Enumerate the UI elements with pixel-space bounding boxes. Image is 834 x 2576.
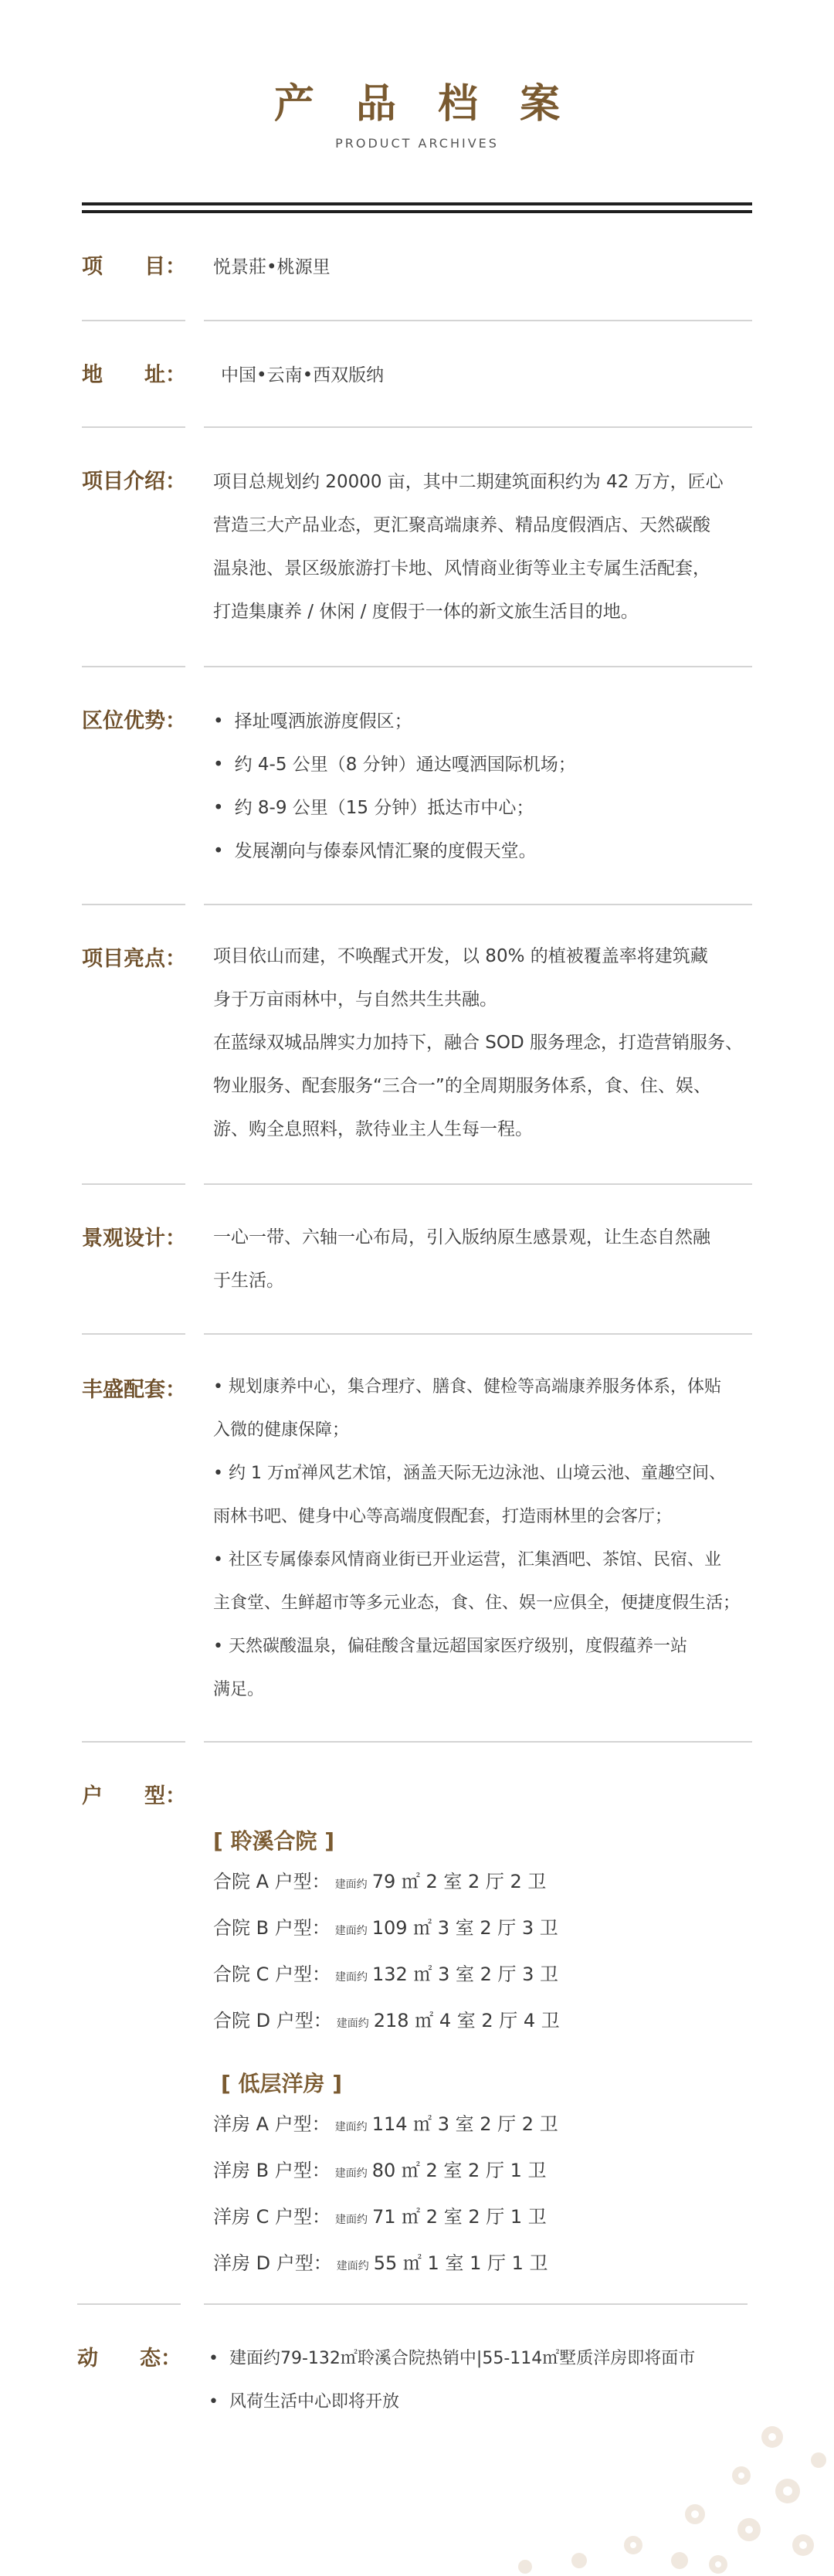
project-value: 悦景莊•桃源里: [213, 257, 331, 277]
header-divider-bottom: [82, 210, 752, 213]
amenities-line: 主食堂、生鲜超市等多元业态，食、住、娱一应俱全，便捷度假生活；: [213, 1593, 741, 1613]
highlights-label: 项目亮点：: [82, 947, 186, 971]
amenities-line: 雨林书吧、健身中心等高端度假配套，打造雨林里的会客厅；: [213, 1507, 673, 1526]
location-item: • 择址嘎洒旅游度假区；: [213, 700, 754, 743]
intro-line: 打造集康养 / 休闲 / 度假于一体的新文旅生活目的地。: [213, 602, 639, 622]
unit-row: 合院 A 户型： 建面约 79 ㎡ 2 室 2 厅 2 卫: [213, 1871, 547, 1892]
unit-row: 合院 D 户型： 建面约 218 ㎡ 4 室 2 厅 4 卫: [213, 2010, 560, 2031]
divider-short: [82, 1183, 185, 1185]
landscape-line: 一心一带、六轴一心布局，引入版纳原生感景观，让生态自然融: [213, 1227, 710, 1247]
layouts-label: 户 型：: [82, 1784, 186, 1808]
lowrise-unit-list: [213, 2103, 754, 2288]
news-label: 动 态：: [77, 2347, 181, 2371]
highlights-line: 游、购全息照料，款待业主人生每一程。: [213, 1119, 533, 1139]
divider-short: [82, 1333, 185, 1335]
page-subtitle: PRODUCT ARCHIVES: [335, 136, 499, 151]
divider-long: [204, 2303, 748, 2305]
highlights-text: [213, 935, 754, 1151]
location-item: • 发展潮向与傣泰风情汇聚的度假天堂。: [213, 830, 754, 873]
location-label: 区位优势：: [82, 709, 186, 733]
unit-row: 洋房 D 户型： 建面约 55 ㎡ 1 室 1 厅 1 卫: [213, 2252, 548, 2274]
divider-short: [82, 666, 185, 667]
amenities-line: • 规划康养中心，集合理疗、膳食、健检等高端康养服务体系，体贴: [213, 1377, 721, 1397]
amenities-label: 丰盛配套：: [82, 1378, 186, 1402]
landscape-text: [213, 1216, 754, 1302]
amenities-line: 满足。: [213, 1680, 265, 1699]
divider-short: [82, 904, 185, 905]
highlights-line: 项目依山而建，不唤醒式开发，以 80% 的植被覆盖率将建筑藏: [213, 946, 708, 966]
intro-line: 温泉池、景区级旅游打卡地、风情商业街等业主专属生活配套，: [213, 558, 710, 579]
divider-long: [204, 1741, 752, 1743]
project-label: 项 目：: [82, 255, 186, 279]
address-value: 中国•云南•西双版纳: [221, 365, 385, 385]
location-item: • 约 8-9 公里（15 分钟）抵达市中心；: [213, 786, 754, 830]
highlights-line: 物业服务、配套服务“三合一”的全周期服务体系，食、住、娱、: [213, 1076, 711, 1096]
highlights-line: 在蓝绿双城品牌实力加持下，融合 SOD 服务理念，打造营销服务、: [213, 1033, 744, 1053]
landscape-label: 景观设计：: [82, 1227, 186, 1251]
divider-long: [204, 904, 752, 905]
divider-long: [204, 426, 752, 428]
unit-row: 洋房 C 户型： 建面约 71 ㎡ 2 室 2 厅 1 卫: [213, 2206, 547, 2228]
highlights-line: 身于万亩雨林中，与自然共生共融。: [213, 989, 497, 1010]
unit-row: 洋房 B 户型： 建面约 80 ㎡ 2 室 2 厅 1 卫: [213, 2160, 547, 2181]
unit-row: 合院 B 户型： 建面约 109 ㎡ 3 室 2 厅 3 卫: [213, 1917, 558, 1939]
divider-long: [204, 1333, 752, 1335]
unit-row: 洋房 A 户型： 建面约 114 ㎡ 3 室 2 厅 2 卫: [213, 2113, 558, 2135]
divider-short: [82, 320, 185, 321]
divider-long: [204, 1183, 752, 1185]
intro-label: 项目介绍：: [82, 470, 186, 494]
amenities-line: • 约 1 万㎡禅风艺术馆，涵盖天际无边泳池、山境云池、童趣空间、: [213, 1464, 726, 1483]
intro-line: 项目总规划约 20000 亩，其中二期建筑面积约为 42 万方，匠心: [213, 472, 724, 492]
group-title-lowrise: [ 低层洋房 ]: [221, 2071, 343, 2096]
page-title: 产 品 档 案: [273, 81, 575, 127]
landscape-line: 于生活。: [213, 1271, 284, 1291]
amenities-text: [213, 1366, 754, 1712]
location-list: [213, 700, 754, 873]
address-label: 地 址：: [82, 363, 186, 387]
divider-short: [77, 2303, 181, 2305]
location-item: • 约 4-5 公里（8 分钟）通达嘎洒国际机场；: [213, 743, 754, 786]
divider-long: [204, 666, 752, 667]
divider-short: [82, 426, 185, 428]
news-item: • 建面约79-132㎡聆溪合院热销中|55-114㎡墅质洋房即将面市: [208, 2337, 749, 2381]
group-title-courtyard: [ 聆溪合院 ]: [213, 1828, 335, 1854]
divider-long: [204, 320, 752, 321]
header-divider-top: [82, 202, 752, 205]
intro-line: 营造三大产品业态，更汇聚高端康养、精品度假酒店、天然碳酸: [213, 515, 710, 535]
divider-short: [82, 1741, 185, 1743]
unit-row: 合院 C 户型： 建面约 132 ㎡ 3 室 2 厅 3 卫: [213, 1963, 559, 1985]
floral-pattern-decoration: [402, 2391, 834, 2576]
news-item: • 风荷生活中心即将开放: [208, 2381, 749, 2424]
amenities-line: • 天然碳酸温泉，偏硅酸含量远超国家医疗级别，度假蕴养一站: [213, 1637, 687, 1656]
intro-text: [213, 460, 754, 633]
amenities-line: • 社区专属傣泰风情商业街已开业运营，汇集酒吧、茶馆、民宿、业: [213, 1550, 721, 1570]
courtyard-unit-list: [213, 1860, 754, 2045]
amenities-line: 入微的健康保障；: [213, 1420, 350, 1440]
